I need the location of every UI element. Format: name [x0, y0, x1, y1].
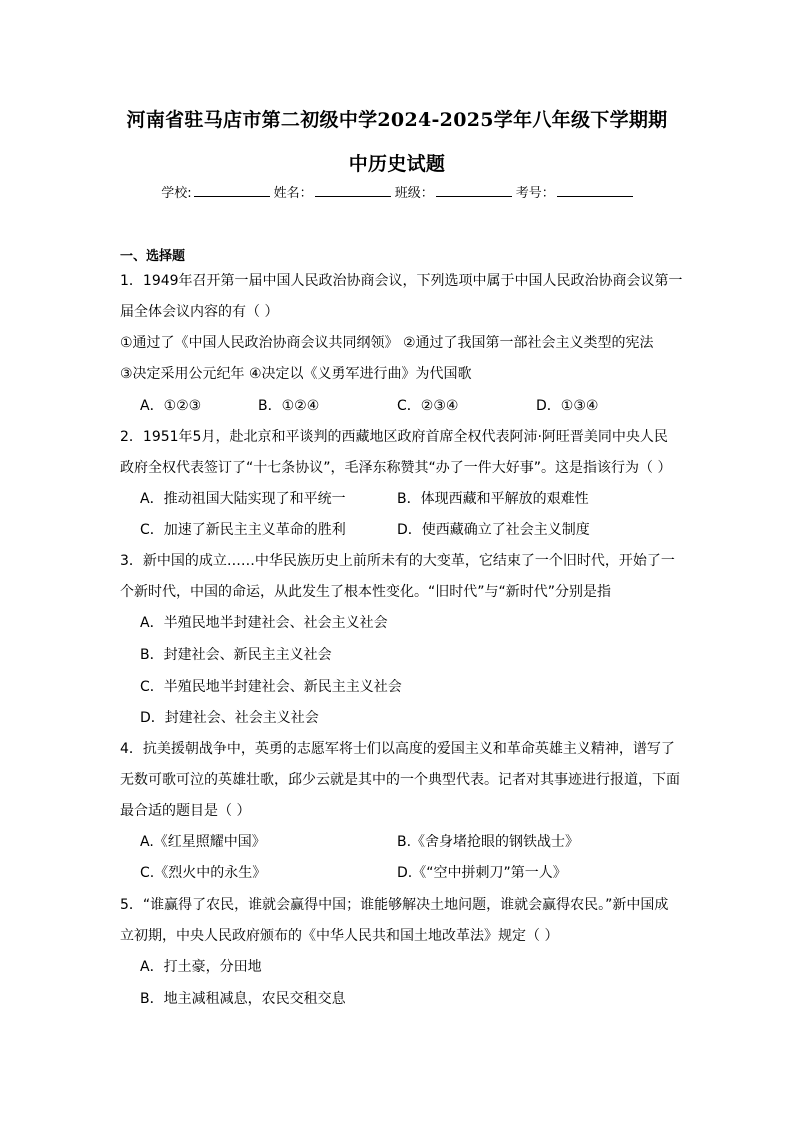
name-blank[interactable] — [315, 184, 391, 197]
question-1-items-line-1: ①通过了《中国人民政治协商会议共同纲领》 ②通过了我国第一部社会主义类型的宪法 — [120, 335, 654, 351]
question-3-option-c[interactable]: C．半殖民地半封建社会、新民主主义社会 — [140, 679, 402, 695]
question-3-text-line-2: 个新时代，中国的命运，从此发生了根本性变化。“旧时代”与“新时代”分别是指 — [120, 584, 612, 600]
question-5-option-a[interactable]: A．打土豪，分田地 — [140, 959, 262, 975]
question-4-option-a[interactable]: A.《红星照耀中国》 — [140, 834, 266, 850]
question-1-text-line-1: 1．1949年召开第一届中国人民政治协商会议，下列选项中属于中国人民政治协商会议第一 — [120, 273, 683, 289]
question-4-text-line-2: 无数可歌可泣的英雄壮歌，邱少云就是其中的一个典型代表。记者对其事迹进行报道，下面 — [120, 772, 680, 788]
question-4-option-b[interactable]: B.《舍身堵抢眼的钢铁战士》 — [397, 834, 580, 850]
exam-title-line-2: 中历史试题 — [348, 153, 446, 175]
exam-number-blank[interactable] — [557, 184, 633, 197]
question-3-text-line-1: 3．新中国的成立……中华民族历史上前所未有的大变革，它结束了一个旧时代，开始了一 — [120, 553, 675, 569]
question-1-text-line-2: 届全体会议内容的有（ ） — [120, 304, 279, 320]
question-4-option-d[interactable]: D.《“空中拼刺刀”第一人》 — [397, 865, 567, 881]
question-1-option-a[interactable]: A．①②③ — [140, 398, 202, 414]
name-label: 姓名： — [273, 186, 313, 201]
question-2-option-c[interactable]: C．加速了新民主主义革命的胜利 — [140, 522, 346, 538]
question-4-option-c[interactable]: C.《烈火中的永生》 — [140, 865, 267, 881]
question-3-option-a[interactable]: A．半殖民地半封建社会、社会主义社会 — [140, 615, 388, 631]
school-blank[interactable] — [194, 184, 270, 197]
question-4-text-line-1: 4．抗美援朝战争中，英勇的志愿军将士们以高度的爱国主义和革命英雄主义精神，谱写了 — [120, 741, 675, 757]
question-3-option-d[interactable]: D．封建社会、社会主义社会 — [140, 710, 319, 726]
question-1-option-b[interactable]: B．①②④ — [258, 398, 320, 414]
student-info-row — [0, 182, 794, 201]
question-2-option-b[interactable]: B．体现西藏和平解放的艰难性 — [397, 491, 589, 507]
question-3-option-b[interactable]: B．封建社会、新民主主义社会 — [140, 647, 332, 663]
exam-number-label: 考号： — [515, 186, 555, 201]
exam-title-line-1: 河南省驻马店市第二初级中学2024-2025学年八年级下学期期 — [126, 109, 668, 131]
class-label: 班级： — [394, 186, 434, 201]
class-blank[interactable] — [436, 184, 512, 197]
section-heading: 一、选择题 — [120, 249, 186, 264]
question-2-text-line-1: 2．1951年5月，赴北京和平谈判的西藏地区政府首席全权代表阿沛·阿旺晋美同中央人民 — [120, 429, 668, 445]
question-4-text-line-3: 最合适的题目是（ ） — [120, 803, 251, 819]
question-5-text-line-2: 立初期，中央人民政府颁布的《中华人民共和国土地改革法》规定（ ） — [120, 928, 559, 944]
school-label: 学校: — [161, 186, 192, 201]
question-2-text-line-2: 政府全权代表签订了“十七条协议”，毛泽东称赞其“办了一件大好事”。这是指该行为（ ） — [120, 460, 672, 476]
question-1-option-c[interactable]: C．②③④ — [397, 398, 459, 414]
question-1-items-line-2: ③决定采用公元纪年 ④决定以《义勇军进行曲》为代国歌 — [120, 366, 472, 382]
question-1-option-d[interactable]: D．①③④ — [536, 398, 599, 414]
question-5-option-b[interactable]: B．地主减租减息，农民交租交息 — [140, 991, 346, 1007]
question-2-option-d[interactable]: D．使西藏确立了社会主义制度 — [397, 522, 590, 538]
question-2-option-a[interactable]: A．推动祖国大陆实现了和平统一 — [140, 491, 346, 507]
question-5-text-line-1: 5．“谁赢得了农民，谁就会赢得中国；谁能够解决土地问题，谁就会赢得农民。”新中国成 — [120, 897, 669, 913]
